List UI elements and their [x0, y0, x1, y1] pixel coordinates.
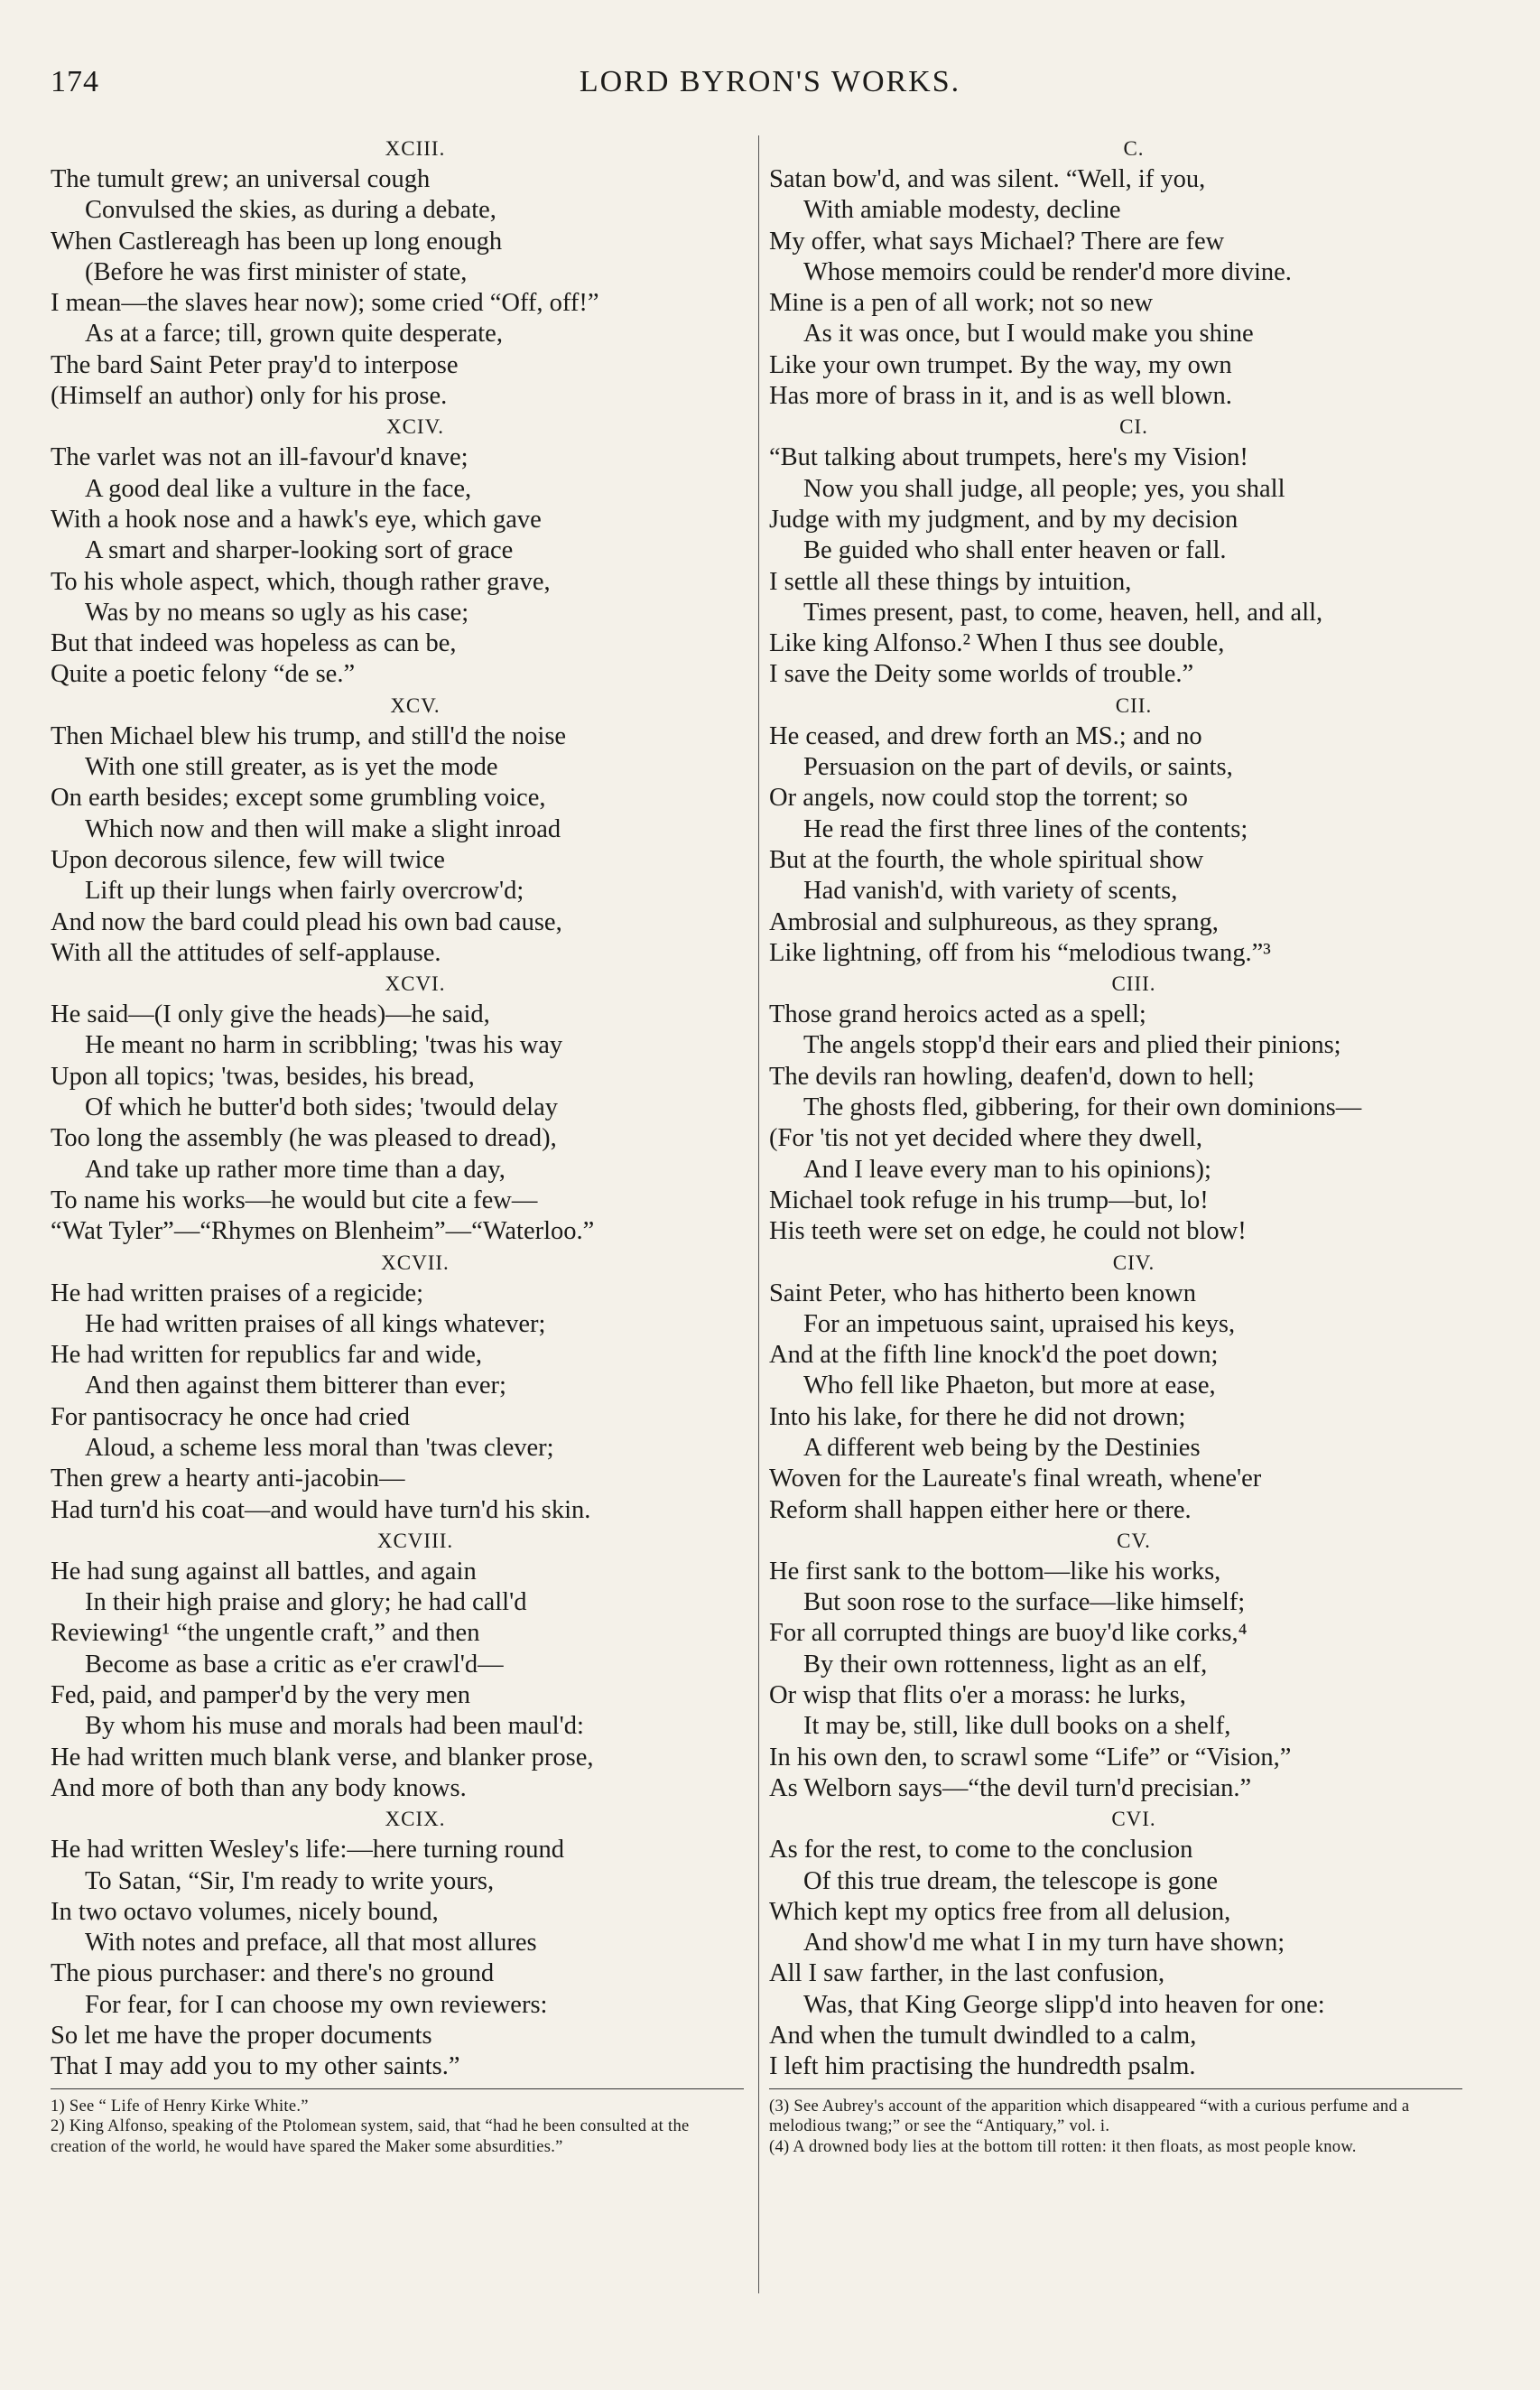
verse-line: Then grew a hearty anti-jacobin— [51, 1465, 405, 1493]
right-column [769, 134, 1462, 2157]
verse-line: The ghosts fled, gibbering, for their own dominions— [803, 1093, 1362, 1122]
verse-line: With amiable modesty, decline [803, 196, 1121, 225]
verse-line: A different web being by the Destinies [803, 1433, 1201, 1462]
verse-line: Was, that King George slipp'd into heaven for one: [803, 1990, 1325, 2019]
verse-line: It may be, still, like dull books on a shelf, [803, 1712, 1231, 1741]
verse-line: Be guided who shall enter heaven or fall. [803, 536, 1227, 565]
verse-line: As it was once, but I would make you shine [803, 320, 1254, 349]
stanza [51, 1526, 744, 1804]
verse-line: “Wat Tyler”—“Rhymes on Blenheim”—“Waterloo.” [51, 1217, 595, 1246]
stanza-number: XCV. [390, 693, 441, 717]
verse-line: Whose memoirs could be render'd more divine. [803, 257, 1292, 286]
stanza-number: CV. [1117, 1529, 1151, 1552]
verse-line: As for the rest, to come to the conclusion [769, 1836, 1193, 1865]
verse-line: Was by no means so ugly as his case; [85, 598, 469, 627]
verse-line: For fear, for I can choose my own reviewers: [85, 1990, 548, 2019]
verse-line: For all corrupted things are buoy'd like corks,⁴ [769, 1619, 1248, 1648]
verse-line: His teeth were set on edge, he could not blow! [769, 1217, 1247, 1246]
verse-line: He ceased, and drew forth an MS.; and no [769, 721, 1202, 750]
verse-line: That I may add you to my other saints.” [51, 2052, 460, 2081]
verse-line: The tumult grew; an universal cough [51, 165, 431, 193]
verse-line: And show'd me what I in my turn have shown; [803, 1929, 1285, 1958]
stanza-number: CVI. [1111, 1808, 1156, 1831]
left-column [51, 134, 744, 2157]
verse-line: He meant no harm in scribbling; 'twas his way [85, 1031, 563, 1060]
verse-line: Or wisp that flits o'er a morass: he lurks, [769, 1681, 1186, 1710]
stanza [769, 691, 1462, 969]
footnote: 2) King Alfonso, speaking of the Ptolomean system, said, that “had he been consulted at the creation of the world, he would have spared the Maker some absurdities.” [51, 2117, 690, 2156]
stanza [769, 1248, 1462, 1526]
footnote: (4) A drowned body lies at the bottom till rotten: it then floats, as most people know. [769, 2137, 1357, 2156]
verse-line: When Castlereagh has been up long enough [51, 227, 503, 256]
verse-line: Which kept my optics free from all delusion, [769, 1897, 1231, 1926]
verse-line: Had turn'd his coat—and would have turn'd his skin. [51, 1495, 591, 1524]
verse-line: In his own den, to scrawl some “Life” or “Vision,” [769, 1743, 1292, 1772]
verse-line: Who fell like Phaeton, but more at ease, [803, 1372, 1216, 1400]
verse-line: And at the fifth line knock'd the poet down; [769, 1341, 1219, 1370]
verse-line: Reviewing¹ “the ungentle craft,” and then [51, 1619, 480, 1648]
verse-line: Into his lake, for there he did not drown; [769, 1402, 1186, 1431]
verse-line: Aloud, a scheme less moral than 'twas clever; [85, 1433, 554, 1462]
stanza [769, 412, 1462, 690]
stanza [51, 1248, 744, 1526]
verse-line: Times present, past, to come, heaven, hell, and all, [803, 598, 1323, 627]
verse-line: With all the attitudes of self-applause. [51, 938, 441, 967]
stanza-number: CI. [1119, 415, 1148, 439]
verse-line: Those grand heroics acted as a spell; [769, 1000, 1146, 1029]
verse-line: Or angels, now could stop the torrent; so [769, 784, 1188, 813]
verse-line: But at the fourth, the whole spiritual show [769, 845, 1204, 874]
verse-line: As at a farce; till, grown quite desperate, [85, 320, 503, 349]
verse-line: He had written for republics far and wide, [51, 1341, 482, 1370]
verse-line: Persuasion on the part of devils, or saints, [803, 753, 1233, 782]
verse-line: Then Michael blew his trump, and still'd the noise [51, 721, 567, 750]
verse-line: (Himself an author) only for his prose. [51, 382, 448, 411]
verse-line: Ambrosial and sulphureous, as they sprang, [769, 907, 1219, 936]
stanza-number: CIV. [1112, 1251, 1155, 1274]
verse-line: Reform shall happen either here or there. [769, 1495, 1192, 1524]
verse-line: To Satan, “Sir, I'm ready to write yours, [85, 1866, 495, 1895]
stanza [51, 412, 744, 690]
verse-line: Like your own trumpet. By the way, my own [769, 350, 1232, 379]
footnote-rule [769, 2088, 1462, 2089]
verse-line: He had sung against all battles, and again [51, 1557, 477, 1586]
verse-line: By their own rottenness, light as an elf, [803, 1650, 1208, 1679]
verse-line: With a hook nose and a hawk's eye, which gave [51, 505, 542, 534]
verse-line: Of which he butter'd both sides; 'twould delay [85, 1093, 558, 1122]
verse-line: As Welborn says—“the devil turn'd precisian.” [769, 1773, 1252, 1802]
verse-line: And now the bard could plead his own bad cause, [51, 907, 562, 936]
stanza [769, 1526, 1462, 1804]
verse-line: Which now and then will make a slight inroad [85, 814, 561, 843]
verse-line: He first sank to the bottom—like his works, [769, 1557, 1221, 1586]
stanza [769, 1804, 1462, 2082]
stanza [51, 969, 744, 1247]
stanza-number: XCIX. [385, 1808, 446, 1831]
verse-line: “But talking about trumpets, here's my Vision! [769, 443, 1248, 472]
verse-line: Judge with my judgment, and by my decision [769, 505, 1238, 534]
verse-line: All I saw farther, in the last confusion, [769, 1959, 1165, 1988]
verse-line: Become as base a critic as e'er crawl'd— [85, 1650, 504, 1679]
verse-line: A good deal like a vulture in the face, [85, 474, 472, 503]
verse-line: Fed, paid, and pamper'd by the very men [51, 1681, 470, 1710]
verse-line: Had vanish'd, with variety of scents, [803, 877, 1178, 906]
verse-line: Upon decorous silence, few will twice [51, 845, 445, 874]
verse-line: Like king Alfonso.² When I thus see double, [769, 629, 1225, 658]
verse-line: And more of both than any body knows. [51, 1773, 467, 1802]
verse-line: The angels stopp'd their ears and plied their pinions; [803, 1031, 1341, 1060]
verse-line: He had written praises of all kings whatever; [85, 1309, 546, 1338]
stanza-number: XCVII. [381, 1251, 450, 1274]
verse-line: The bard Saint Peter pray'd to interpose [51, 350, 459, 379]
footnote: 1) See “ Life of Henry Kirke White.” [51, 2097, 309, 2116]
stanza-number: XCVIII. [376, 1529, 454, 1552]
verse-line: By whom his muse and morals had been maul'd: [85, 1712, 584, 1741]
footnote: (3) See Aubrey's account of the apparition which disappeared “with a curious perfume and a melodious twang;” or see the “Antiquary,” vol. i. [769, 2097, 1410, 2136]
stanza [51, 1804, 744, 2082]
page-number: 174 [51, 65, 99, 98]
running-title: LORD BYRON'S WORKS. [579, 65, 961, 98]
verse-line: I left him practising the hundredth psalm. [769, 2052, 1196, 2081]
verse-line: For pantisocracy he once had cried [51, 1402, 411, 1431]
verse-line: Has more of brass in it, and is as well blown. [769, 382, 1232, 411]
verse-line: Lift up their lungs when fairly overcrow'd; [85, 877, 524, 906]
verse-line: And I leave every man to his opinions); [803, 1155, 1211, 1184]
stanza-number: CII. [1115, 693, 1153, 717]
verse-line: He had written much blank verse, and blanker prose, [51, 1743, 594, 1772]
verse-line: Woven for the Laureate's final wreath, whene'er [769, 1465, 1262, 1493]
stanza-number: XCVI. [385, 972, 446, 996]
verse-line: Quite a poetic felony “de se.” [51, 660, 356, 689]
verse-line: But that indeed was hopeless as can be, [51, 629, 457, 658]
verse-line: Mine is a pen of all work; not so new [769, 289, 1154, 318]
verse-line: So let me have the proper documents [51, 2022, 432, 2051]
verse-line: To his whole aspect, which, though rather grave, [51, 567, 551, 596]
verse-line: And then against them bitterer than ever; [85, 1372, 506, 1400]
stanza-number: CIII. [1111, 972, 1156, 996]
verse-line: The pious purchaser: and there's no ground [51, 1959, 495, 1988]
verse-line: The devils ran howling, deafen'd, down to hell; [769, 1062, 1255, 1091]
footnote-rule [51, 2088, 744, 2089]
verse-line: I mean—the slaves hear now); some cried “Off, off!” [51, 289, 599, 318]
verse-line: He had written praises of a regicide; [51, 1279, 424, 1307]
verse-line: I save the Deity some worlds of trouble.” [769, 660, 1194, 689]
page-header [51, 65, 1489, 110]
verse-line: (For 'tis not yet decided where they dwell, [769, 1124, 1203, 1153]
verse-line: Too long the assembly (he was pleased to dread), [51, 1124, 557, 1153]
verse-line: I settle all these things by intuition, [769, 567, 1132, 596]
verse-line: In two octavo volumes, nicely bound, [51, 1897, 439, 1926]
verse-line: Like lightning, off from his “melodious twang.”³ [769, 938, 1271, 967]
stanza [51, 691, 744, 969]
verse-line: For an impetuous saint, upraised his keys, [803, 1309, 1236, 1338]
verse-line: Saint Peter, who has hitherto been known [769, 1279, 1196, 1307]
verse-line: My offer, what says Michael? There are few [769, 227, 1225, 256]
stanza-number: XCIII. [385, 137, 446, 160]
verse-line: He read the first three lines of the contents; [803, 814, 1248, 843]
verse-line: In their high praise and glory; he had call'd [85, 1588, 527, 1617]
verse-line: (Before he was first minister of state, [85, 257, 468, 286]
verse-line: Satan bow'd, and was silent. “Well, if you, [769, 165, 1206, 193]
verse-line: Michael took refuge in his trump—but, lo! [769, 1186, 1209, 1214]
verse-line: With one still greater, as is yet the mode [85, 753, 498, 782]
verse-line: On earth besides; except some grumbling voice, [51, 784, 546, 813]
verse-line: Now you shall judge, all people; yes, you shall [803, 474, 1285, 503]
stanza [769, 134, 1462, 412]
stanza [769, 969, 1462, 1247]
verse-line: A smart and sharper-looking sort of grace [85, 536, 514, 565]
verse-line: And take up rather more time than a day, [85, 1155, 506, 1184]
verse-line: Upon all topics; 'twas, besides, his bread, [51, 1062, 475, 1091]
verse-line: And when the tumult dwindled to a calm, [769, 2022, 1197, 2051]
verse-line: To name his works—he would but cite a few— [51, 1186, 538, 1214]
verse-line: Convulsed the skies, as during a debate, [85, 196, 496, 225]
stanza-number: XCIV. [385, 415, 444, 439]
verse-line: With notes and preface, all that most allures [85, 1929, 537, 1958]
column-divider [758, 135, 759, 2293]
verse-line: The varlet was not an ill-favour'd knave; [51, 443, 468, 472]
stanza [51, 134, 744, 412]
verse-line: He said—(I only give the heads)—he said, [51, 1000, 490, 1029]
stanza-number: C. [1123, 137, 1145, 160]
verse-line: Of this true dream, the telescope is gone [803, 1866, 1219, 1895]
verse-line: But soon rose to the surface—like himself; [803, 1588, 1246, 1617]
verse-line: He had written Wesley's life:—here turning round [51, 1836, 564, 1865]
